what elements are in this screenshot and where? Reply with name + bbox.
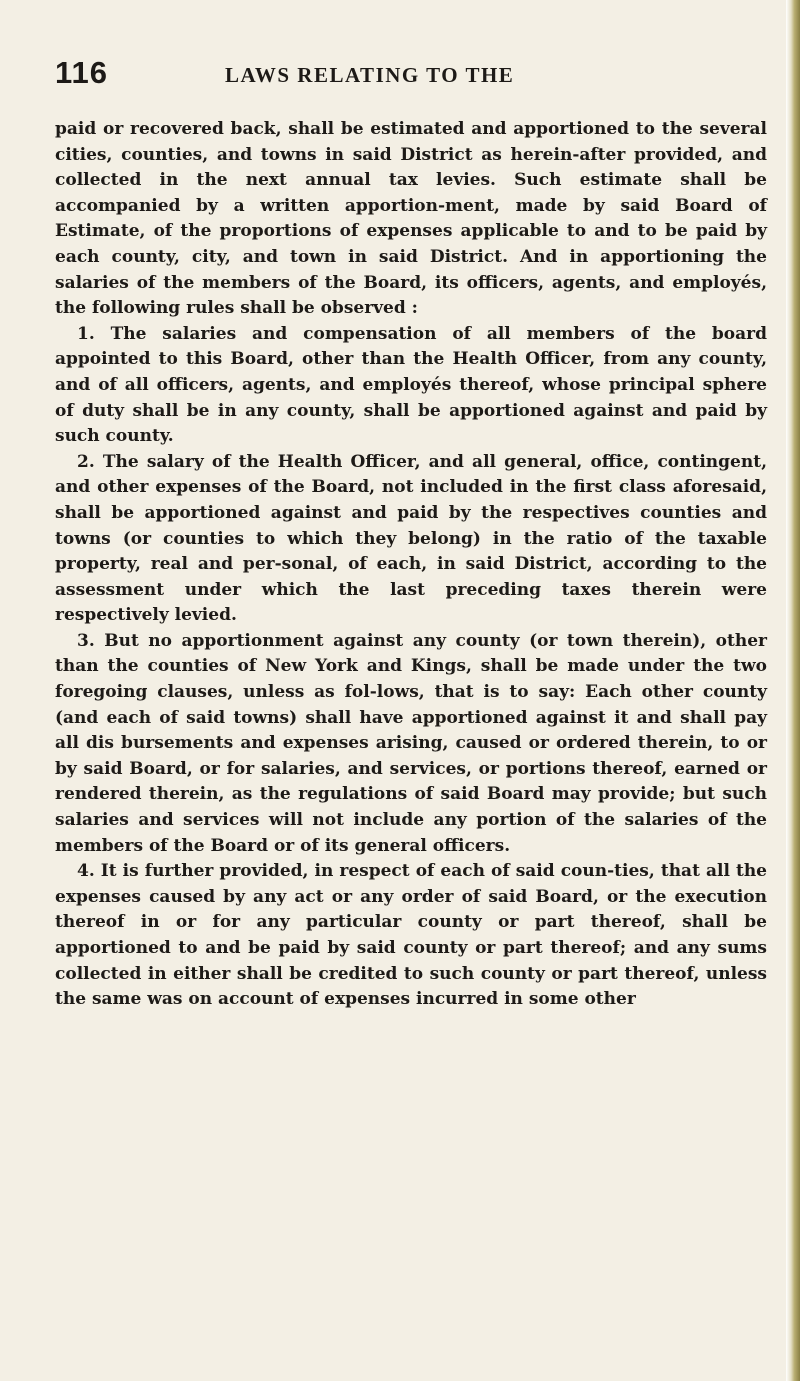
page-edge [786, 0, 800, 1381]
body-text [55, 117, 767, 1013]
paragraph-rule-4: 4. It is further provided, in respect of each of said coun-ties, that all the expenses caused by any act or any order of said Board, or the execution thereof in or for any particular county or part thereof, shall be apportioned to and be paid by said county or part thereof; and any sums collected in either shall be credited to such county or part thereof, unless the same was on account of expenses incurred in some other [55, 861, 767, 1010]
paragraph-rule-3: 3. But no apportionment against any county (or town therein), other than the counties of New York and Kings, shall be made under the two foregoing clauses, unless as fol-lows, that is to say: Each other county (and each of said towns) shall have apportioned against it and shall pay all dis bursements and expenses arising, caused or ordered therein, to or by said Board, or for salaries, and services, or portions thereof, earned or rendered therein, as the regulations of said Board may provide; but such salaries and services will not include any portion of the salaries of the members of the Board or of its general officers. [55, 630, 767, 856]
paragraph-rule-2: 2. The salary of the Health Officer, and all general, office, contingent, and other expenses of the Board, not included in the first class aforesaid, shall be apportioned against and paid by the respectives counties and towns (or counties to which they belong) in the ratio of the taxable property, real and per-sonal, of each, in said District, according to the assessment under which the last preceding taxes therein were respectively levied. [55, 451, 767, 626]
paragraph-intro: paid or recovered back, shall be estimated and apportioned to the several cities, counties, and towns in said District as herein-after provided, and collected in the next annual tax levies. Such estimate shall be accompanied by a written apportion-ment, made by said Board of Estimate, of the proportions of expenses applicable to and to be paid by each county, city, and town in said District. And in apportioning the salaries of the members of the Board, its officers, agents, and employés, the following rules shall be observed : [55, 119, 767, 319]
page-number: 116 [55, 55, 109, 90]
page-header [55, 55, 755, 99]
running-head: LAWS RELATING TO THE [225, 63, 515, 87]
paragraph-rule-1: 1. The salaries and compensation of all members of the board appointed to this Board, other than the Health Officer, from any county, and of all officers, agents, and employés thereof, whose principal sphere of duty shall be in any county, shall be apportioned against and paid by such county. [55, 323, 767, 447]
